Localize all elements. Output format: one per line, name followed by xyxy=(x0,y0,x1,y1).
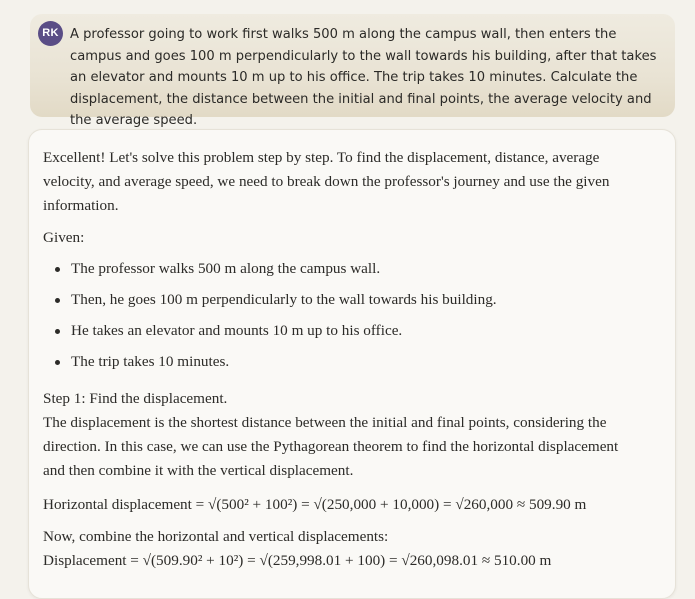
given-list xyxy=(43,257,643,381)
list-item: He takes an elevator and mounts 10 m up to his office. xyxy=(43,319,643,350)
list-item: Then, he goes 100 m perpendicularly to the wall towards his building. xyxy=(43,288,643,319)
step1-title: Step 1: Find the displacement. xyxy=(43,390,228,407)
step1-block xyxy=(43,387,643,483)
user-avatar: RK xyxy=(38,21,63,46)
combine-label: Now, combine the horizontal and vertical displacements: xyxy=(43,528,389,545)
step1-text: The displacement is the shortest distance between the initial and final points, considering the direction. In this case, we can use the Pythagorean theorem to find the horizontal displacement and then combine it with the vertical displacement. xyxy=(43,414,619,479)
list-item: The professor walks 500 m along the campus wall. xyxy=(43,257,643,288)
assistant-message-content xyxy=(43,146,643,573)
displacement-formula: Displacement = √(509.90² + 10²) = √(259,998.01 + 100) = √260,098.01 ≈ 510.00 m xyxy=(43,552,552,569)
intro-paragraph: Excellent! Let's solve this problem step by step. To find the displacement, distance, average velocity, and average speed, we need to break down the professor's journey and use the given information. xyxy=(43,149,610,214)
list-item: The trip takes 10 minutes. xyxy=(43,350,643,381)
assistant-message xyxy=(28,129,676,599)
horizontal-displacement-formula: Horizontal displacement = √(500² + 100²) = √(250,000 + 10,000) = √260,000 ≈ 509.90 m xyxy=(43,496,587,513)
given-label: Given: xyxy=(43,229,85,246)
user-message xyxy=(30,14,675,128)
user-message-text: A professor going to work first walks 500 m along the campus wall, then enters the campus and goes 100 m perpendicularly to the wall towards his building, after that takes an elevator and mounts 10 m up to his office. The trip takes 10 minutes. Calculate the displacement, the distance between the initial and final points, the average velocity and the average speed. xyxy=(70,27,657,128)
